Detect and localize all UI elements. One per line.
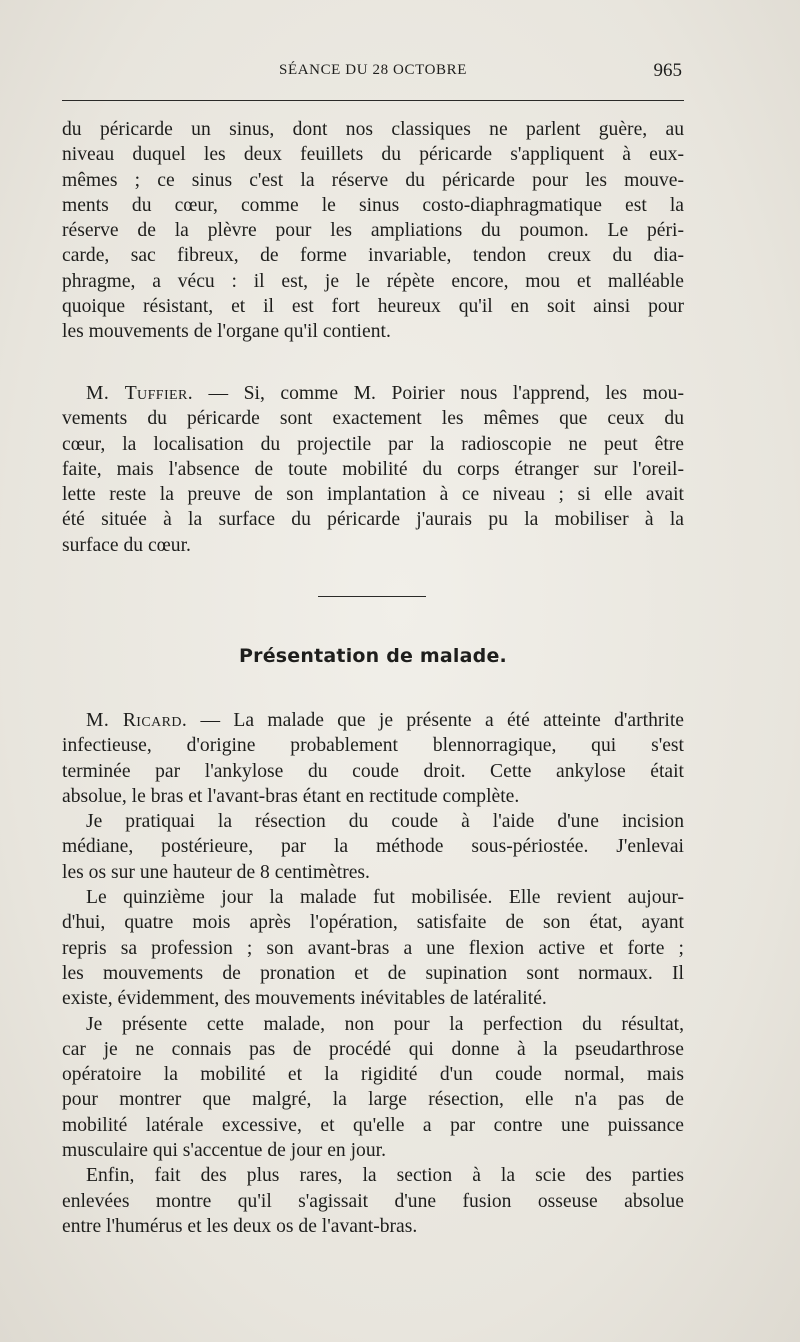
text-line: Je pratiquai la résection du coude à l'aide d'une incision (86, 811, 684, 833)
paragraph-tuffier (62, 381, 684, 558)
speaker-name: M. Tuffier. (86, 383, 193, 404)
text-line: faite, mais l'absence de toute mobilité du corps étranger sur l'oreil- (62, 458, 684, 480)
text-line: terminée par l'ankylose du coude droit. Cette ankylose était (62, 760, 684, 782)
section-heading: Présentation de malade. (239, 645, 507, 667)
text-line: les mouvements de pronation et de supination sont normaux. Il (62, 962, 684, 984)
text-line: absolue, le bras et l'avant-bras étant en rectitude complète. (62, 785, 520, 807)
text-line: enlevées montre qu'il s'agissait d'une fusion osseuse absolue (62, 1190, 684, 1212)
text-line: existe, évidemment, des mouvements inévitables de latéralité. (62, 988, 547, 1010)
text-line: cœur, la localisation du projectile par la radioscopie ne peut être (62, 433, 684, 455)
text-line: phragme, a vécu : il est, je le répète encore, mou et malléable (62, 270, 684, 292)
text-line: Le quinzième jour la malade fut mobilisée. Elle revient aujour- (86, 887, 684, 909)
text-line: opératoire la mobilité et la rigidité d'un coude normal, mais (62, 1064, 684, 1086)
header-rule (62, 100, 684, 101)
text-line: été située à la surface du péricarde j'aurais pu la mobiliser à la (62, 509, 684, 531)
text-line: médiane, postérieure, par la méthode sous-périostée. J'enlevai (62, 836, 684, 858)
text-line (62, 708, 684, 733)
text-line: musculaire qui s'accentue de jour en jour. (62, 1140, 386, 1162)
paragraph-continuation (62, 117, 684, 345)
text-line: les mouvements de l'organe qu'il contient. (62, 321, 391, 343)
text-line: réserve de la plèvre pour les ampliations du poumon. Le péri- (62, 220, 684, 242)
text-line: infectieuse, d'origine probablement blennorragique, qui s'est (62, 735, 684, 757)
text-line: lette reste la preuve de son implantation à ce niveau ; si elle avait (62, 484, 684, 506)
text-line: repris sa profession ; son avant-bras a une flexion active et forte ; (62, 937, 684, 959)
text-line: carde, sac fibreux, de forme invariable, tendon creux du dia- (62, 245, 684, 267)
text-line: mêmes ; ce sinus c'est la réserve du péricarde pour les mouve- (62, 169, 684, 191)
text-line: mobilité latérale excessive, et qu'elle a par contre une puissance (62, 1114, 684, 1136)
text-line: d'hui, quatre mois après l'opération, satisfaite de son état, ayant (62, 912, 684, 934)
text-line: du péricarde un sinus, dont nos classiques ne parlent guère, au (62, 119, 684, 140)
running-title: SÉANCE DU 28 OCTOBRE (279, 62, 467, 78)
speaker-name: M. Ricard. (86, 710, 188, 731)
text-line: surface du cœur. (62, 534, 191, 556)
speech-text: — Si, comme M. Poirier nous l'apprend, les mou- (208, 383, 684, 404)
paragraph-ricard (62, 708, 684, 1239)
text-line (62, 381, 684, 406)
text-line: pour montrer que malgré, la large résection, elle n'a pas de (62, 1089, 684, 1111)
section-divider (318, 596, 426, 597)
text-line: entre l'humérus et les deux os de l'avant-bras. (62, 1215, 418, 1237)
text-line: niveau duquel les deux feuillets du péricarde s'appliquent à eux- (62, 144, 684, 166)
text-line: ments du cœur, comme le sinus costo-diaphragmatique est la (62, 194, 684, 216)
text-line: vements du péricarde sont exactement les mêmes que ceux du (62, 408, 684, 430)
text-line: Enfin, fait des plus rares, la section à la scie des parties (86, 1165, 684, 1187)
page-number: 965 (653, 60, 682, 81)
text-line: Je présente cette malade, non pour la perfection du résultat, (86, 1013, 684, 1035)
text-line: quoique résistant, et il est fort heureux qu'il en soit ainsi pour (62, 296, 684, 318)
running-header (62, 60, 684, 86)
text-line: car je ne connais pas de procédé qui donne à la pseudarthrose (62, 1038, 684, 1060)
speech-text: — La malade que je présente a été atteinte d'arthrite (200, 710, 685, 731)
text-line: les os sur une hauteur de 8 centimètres. (62, 861, 370, 883)
